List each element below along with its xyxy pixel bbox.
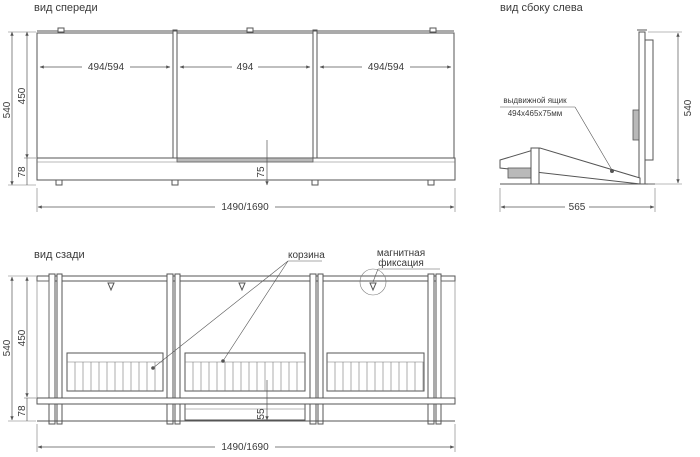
front-hinge: [247, 28, 253, 32]
side-handle: [633, 110, 639, 140]
back-hinge: [370, 283, 376, 290]
back-height-total: 540: [2, 339, 13, 357]
front-panel-center: [177, 33, 313, 158]
front-panel-right: [317, 33, 454, 158]
back-hinge: [239, 283, 245, 290]
front-legs-dim: 75: [256, 166, 267, 178]
back-gap-dim: 55: [256, 408, 267, 420]
back-width-dim: 1490/1690: [221, 442, 269, 453]
drawer-label-line2: 494х465х75мм: [507, 109, 563, 118]
back-height-panel: 450: [17, 329, 28, 347]
basket-center: [185, 353, 305, 391]
back-bottom-rail: [37, 398, 455, 404]
front-panel-right-dim: 494/594: [367, 62, 405, 73]
side-height-total: 540: [683, 99, 694, 117]
back-view-title: вид сзади: [34, 249, 85, 261]
magnet-label-line1: магнитная: [376, 248, 426, 259]
front-hinge: [58, 28, 64, 32]
back-top-rail: [37, 276, 455, 281]
front-panel-left-dim: 494/594: [87, 62, 125, 73]
front-panel-left: [37, 33, 173, 158]
front-foot: [56, 180, 62, 185]
side-upright: [639, 32, 645, 184]
back-view: [2, 248, 455, 453]
back-hinge: [108, 283, 114, 290]
back-height-base: 78: [17, 405, 28, 417]
side-view-title: вид сбоку слева: [500, 2, 583, 14]
basket-right: [327, 353, 424, 391]
front-hinge: [430, 28, 436, 32]
basket-label: корзина: [288, 250, 325, 261]
side-frame: [500, 148, 640, 184]
side-depth-dim: 565: [568, 202, 586, 213]
side-view: [500, 2, 694, 213]
front-height-total: 540: [2, 101, 13, 119]
front-foot: [172, 180, 178, 185]
front-view: [2, 2, 455, 213]
front-view-title: вид спереди: [34, 2, 98, 14]
front-height-base: 78: [17, 166, 28, 178]
side-upright-back: [645, 40, 653, 160]
drawer-label-line1: выдвижной ящик: [503, 96, 567, 105]
front-foot: [312, 180, 318, 185]
magnet-label-line2: фиксация: [378, 258, 424, 269]
front-drawer-strip: [177, 158, 313, 162]
front-panel-center-dim: 494: [236, 62, 254, 73]
front-foot: [428, 180, 434, 185]
front-height-panel: 450: [17, 87, 28, 105]
back-drawer: [185, 404, 305, 420]
side-leg: [531, 148, 539, 184]
front-width-dim: 1490/1690: [221, 202, 269, 213]
